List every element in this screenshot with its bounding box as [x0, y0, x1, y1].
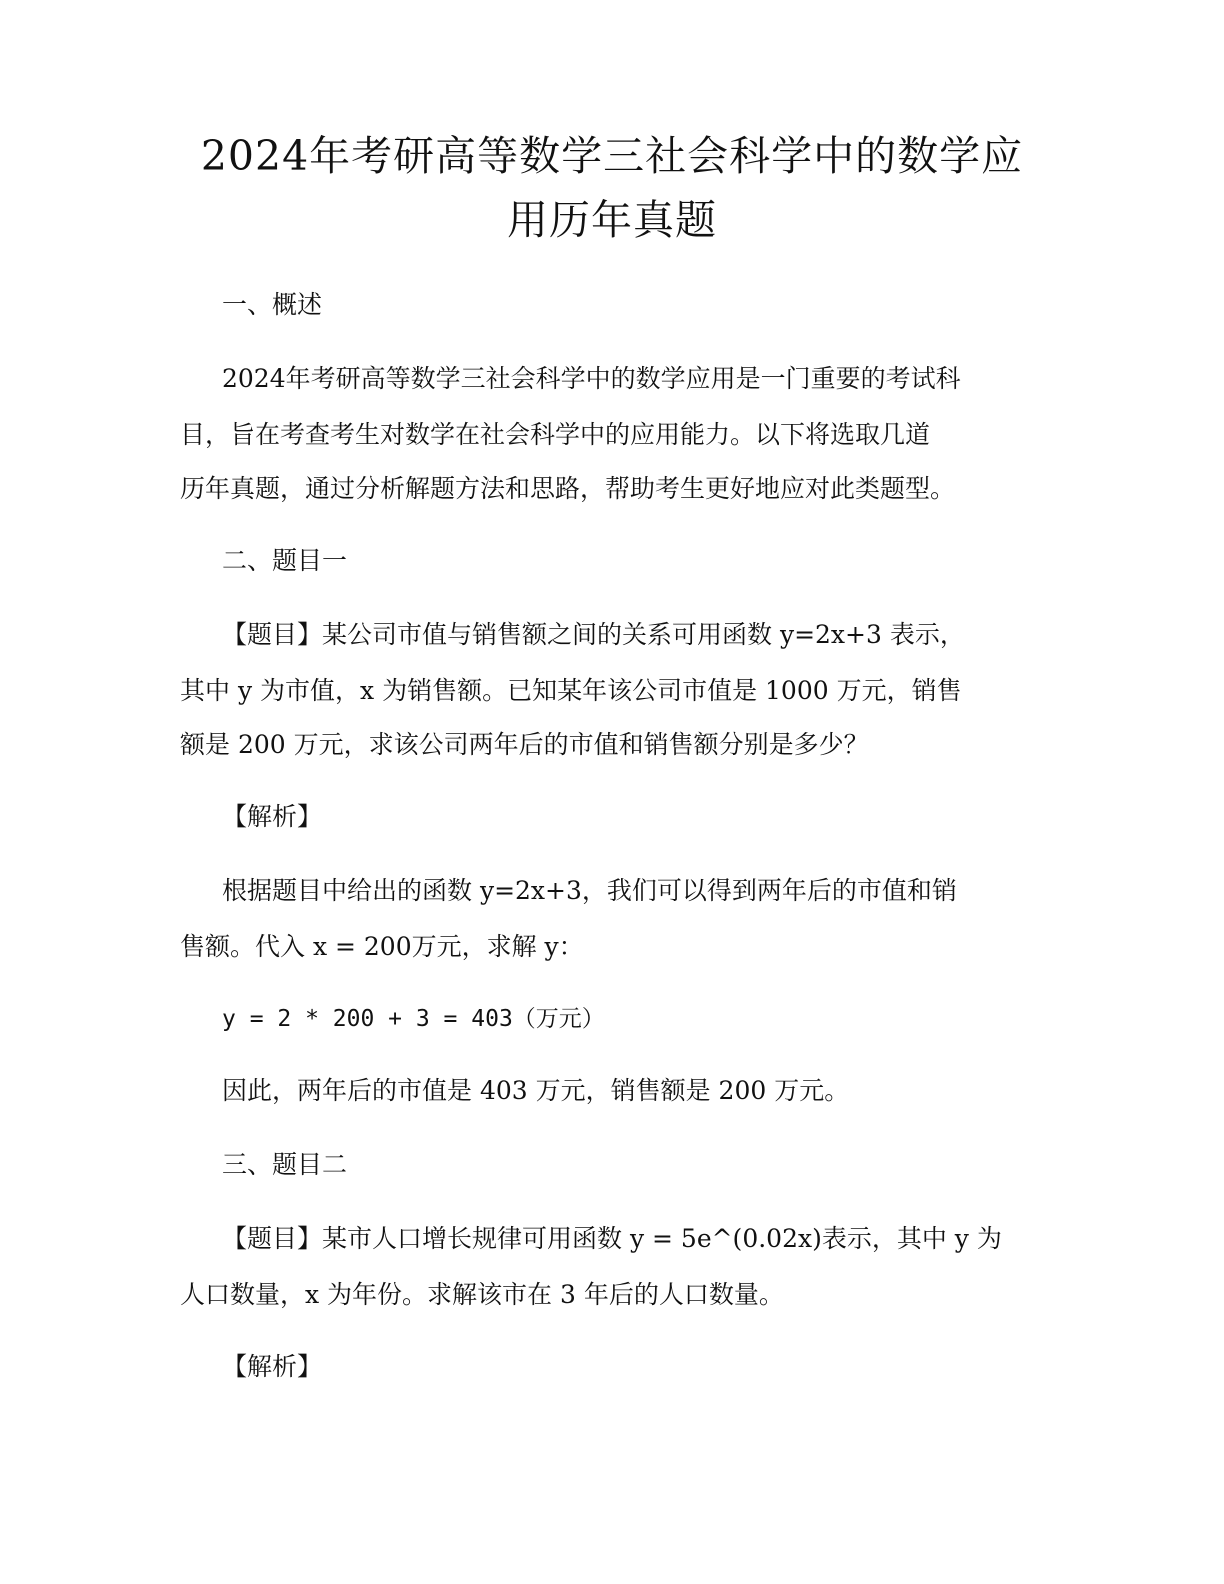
- analysis-label-1: 【解析】: [222, 802, 323, 831]
- section-heading-question-1: 二、题目一: [222, 546, 348, 575]
- question-2-line: 【题目】某市人口增长规律可用函数 y = 5e^(0.02x)表示，其中 y 为: [222, 1224, 1002, 1253]
- formula-1: y = 2 * 200 + 3 = 403（万元）: [222, 1006, 605, 1032]
- section-heading-overview: 一、概述: [222, 290, 323, 319]
- overview-paragraph-line: 2024年考研高等数学三社会科学中的数学应用是一门重要的考试科: [222, 364, 961, 393]
- title-line-1: 2024年考研高等数学三社会科学中的数学应: [200, 132, 1024, 180]
- question-1-line: 【题目】某公司市值与销售额之间的关系可用函数 y=2x+3 表示，: [222, 620, 965, 649]
- analysis-1-line: 售额。代入 x = 200万元，求解 y：: [180, 932, 584, 961]
- overview-paragraph-line: 目，旨在考查考生对数学在社会科学中的应用能力。以下将选取几道: [180, 420, 931, 449]
- title-line-2: 用历年真题: [507, 196, 717, 244]
- conclusion-1: 因此，两年后的市值是 403 万元，销售额是 200 万元。: [222, 1076, 850, 1105]
- overview-paragraph-line: 历年真题，通过分析解题方法和思路，帮助考生更好地应对此类题型。: [180, 474, 956, 503]
- question-2-line: 人口数量，x 为年份。求解该市在 3 年后的人口数量。: [180, 1280, 784, 1309]
- analysis-1-line: 根据题目中给出的函数 y=2x+3，我们可以得到两年后的市值和销: [222, 876, 957, 905]
- analysis-label-2: 【解析】: [222, 1352, 323, 1381]
- section-heading-question-2: 三、题目二: [222, 1150, 348, 1179]
- question-1-line: 额是 200 万元，求该公司两年后的市值和销售额分别是多少？: [180, 730, 869, 759]
- document-title: [140, 124, 1084, 252]
- question-1-line: 其中 y 为市值，x 为销售额。已知某年该公司市值是 1000 万元，销售: [180, 676, 962, 705]
